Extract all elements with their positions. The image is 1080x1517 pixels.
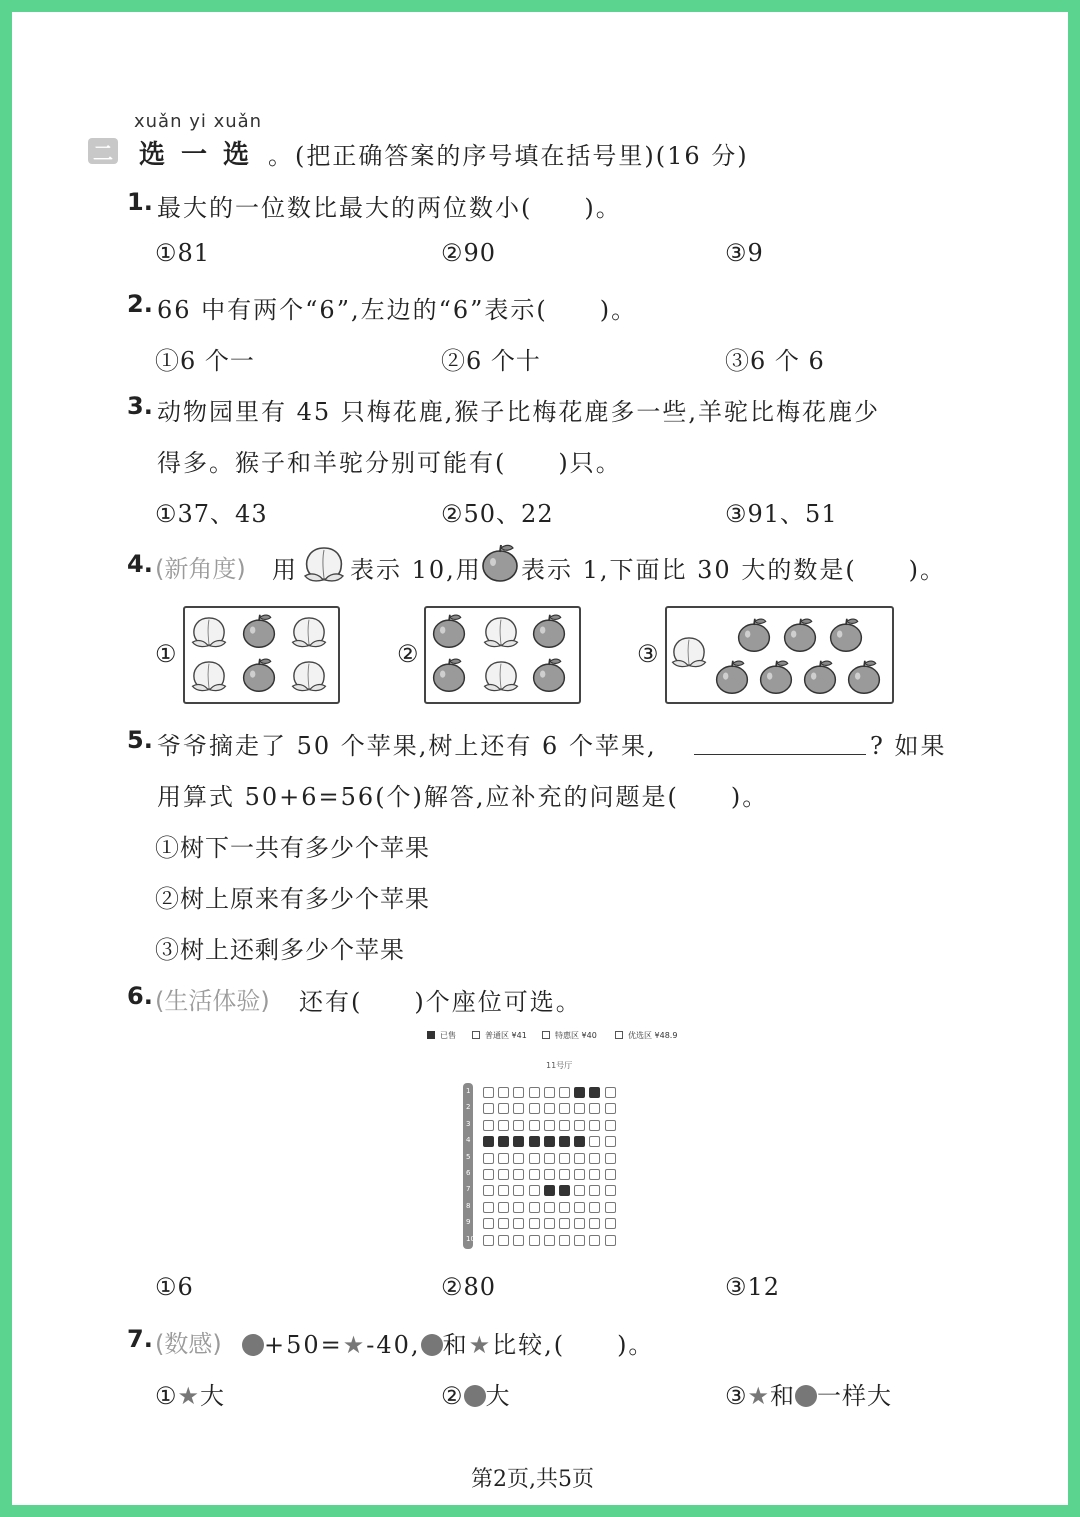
question-number: 1. (127, 188, 153, 216)
question-text-part3: 表示 1,下面比 30 大的数是( )。 (521, 556, 947, 584)
seat-available[interactable] (529, 1218, 540, 1229)
seat-available[interactable] (544, 1218, 555, 1229)
option-1: ①81 (155, 239, 211, 267)
seat-available[interactable] (559, 1153, 570, 1164)
option-suffix: 一样大 (817, 1382, 893, 1410)
seat-available[interactable] (529, 1153, 540, 1164)
option-2: ②50、22 (441, 500, 554, 528)
section-badge: 二 (88, 138, 118, 164)
apple-icon (827, 616, 865, 658)
legend-premium: 优选区 ¥48.9 (628, 1031, 678, 1040)
seat-available[interactable] (529, 1103, 540, 1114)
seat-available[interactable] (483, 1087, 494, 1098)
option-mid: 和 (770, 1382, 796, 1410)
seat-available[interactable] (513, 1169, 524, 1180)
seat-available[interactable] (513, 1087, 524, 1098)
peach-icon (301, 542, 347, 584)
seat-available[interactable] (589, 1235, 600, 1246)
seat-available[interactable] (589, 1136, 600, 1147)
star-icon: ★ (747, 1382, 771, 1410)
seat-available[interactable] (559, 1087, 570, 1098)
row-number: 7 (466, 1185, 471, 1194)
option-3 (725, 1376, 892, 1411)
equation-part2: -40, (366, 1331, 421, 1359)
row-number: 2 (466, 1103, 471, 1112)
seat-available[interactable] (498, 1218, 509, 1229)
apple-icon (530, 656, 568, 698)
seat-sold (513, 1136, 524, 1147)
option-label-3: ③ (637, 640, 660, 668)
seat-available[interactable] (483, 1218, 494, 1229)
seat-available[interactable] (483, 1185, 494, 1196)
seat-sold (559, 1136, 570, 1147)
question-text-line1: 爷爷摘走了 50 个苹果,树上还有 6 个苹果, (157, 732, 657, 760)
option-3: ③12 (725, 1273, 781, 1301)
seat-available[interactable] (544, 1235, 555, 1246)
row-number: 8 (466, 1201, 471, 1210)
worksheet-page (12, 12, 1068, 1505)
option-prefix: ③ (725, 1382, 748, 1410)
question-number: 3. (127, 392, 153, 420)
peach-icon (289, 656, 329, 698)
option-3: ③9 (725, 239, 764, 267)
question-text: 66 中有两个“6”,左边的“6”表示( )。 (157, 296, 638, 324)
circle-icon (464, 1385, 486, 1407)
apple-icon (713, 658, 751, 700)
seat-available[interactable] (483, 1235, 494, 1246)
star-icon: ★ (177, 1382, 201, 1410)
seat-available[interactable] (589, 1120, 600, 1131)
page-footer: 第2页,共5页 (471, 1467, 594, 1492)
question-number: 4. (127, 550, 153, 578)
legend-premium-swatch (615, 1031, 623, 1039)
row-number: 4 (466, 1136, 471, 1145)
section-period: 。 (268, 142, 294, 170)
option-3: ③6 个 6 (725, 347, 825, 375)
seat-available[interactable] (559, 1235, 570, 1246)
option-suffix: 大 (485, 1382, 511, 1410)
seat-available[interactable] (513, 1103, 524, 1114)
seat-available[interactable] (498, 1153, 509, 1164)
option-1: ①6 (155, 1273, 194, 1301)
seat-available[interactable] (574, 1103, 585, 1114)
seat-available[interactable] (605, 1087, 616, 1098)
seat-available[interactable] (498, 1185, 509, 1196)
answer-blank-line[interactable] (694, 730, 866, 755)
equation-part1: +50= (264, 1331, 343, 1359)
seat-available[interactable] (544, 1169, 555, 1180)
option-2: ②80 (441, 1273, 497, 1301)
seat-available[interactable] (589, 1103, 600, 1114)
seat-available[interactable] (513, 1202, 524, 1213)
option-3-picture (665, 606, 894, 704)
peach-icon (189, 612, 229, 654)
seat-sold (544, 1185, 555, 1196)
section-instruction: (把正确答案的序号填在括号里)(16 分) (295, 142, 749, 170)
option-label-1: ① (155, 640, 178, 668)
equation-part4: 比较,( )。 (492, 1331, 655, 1359)
apple-icon (480, 542, 520, 584)
seat-available[interactable] (605, 1136, 616, 1147)
seat-available[interactable] (574, 1120, 585, 1131)
seat-sold (544, 1136, 555, 1147)
seat-available[interactable] (574, 1202, 585, 1213)
seat-available[interactable] (513, 1235, 524, 1246)
seat-available[interactable] (589, 1169, 600, 1180)
circle-icon (421, 1334, 443, 1356)
option-1: ①6 个一 (155, 347, 255, 375)
option-2: ②树上原来有多少个苹果 (155, 885, 430, 913)
option-2-picture (424, 606, 581, 704)
seat-available[interactable] (513, 1153, 524, 1164)
legend-sold-swatch (427, 1031, 435, 1039)
seat-available[interactable] (529, 1087, 540, 1098)
seat-available[interactable] (498, 1103, 509, 1114)
apple-icon (530, 612, 568, 654)
question-tag: (数感) (155, 1330, 222, 1358)
apple-icon (801, 658, 839, 700)
seat-available[interactable] (529, 1185, 540, 1196)
seat-sold (589, 1087, 600, 1098)
apple-icon (757, 658, 795, 700)
seat-available[interactable] (544, 1103, 555, 1114)
legend-discount-swatch (542, 1031, 550, 1039)
seat-available[interactable] (483, 1153, 494, 1164)
seat-available[interactable] (559, 1103, 570, 1114)
seat-available[interactable] (544, 1153, 555, 1164)
question-number: 6. (127, 982, 153, 1010)
row-number: 9 (466, 1218, 471, 1227)
seat-sold (559, 1185, 570, 1196)
seat-available[interactable] (544, 1087, 555, 1098)
peach-icon (189, 656, 229, 698)
seat-available[interactable] (605, 1202, 616, 1213)
option-prefix: ② (441, 1382, 464, 1410)
row-number: 10 (466, 1234, 475, 1243)
option-prefix: ① (155, 1382, 178, 1410)
hall-name: 11号厅 (546, 1061, 573, 1070)
question-text-part1: 用 (272, 556, 298, 584)
apple-icon (781, 616, 819, 658)
section-pinyin: xuǎn yi xuǎn (134, 111, 263, 132)
seat-available[interactable] (498, 1120, 509, 1131)
seat-sold (529, 1136, 540, 1147)
seat-available[interactable] (529, 1235, 540, 1246)
equation (242, 1325, 654, 1360)
option-1 (155, 1376, 225, 1411)
seat-available[interactable] (498, 1202, 509, 1213)
seat-available[interactable] (498, 1087, 509, 1098)
question-tag: (新角度) (155, 555, 246, 583)
legend-regular: 普通区 ¥41 (485, 1031, 527, 1040)
seat-available[interactable] (574, 1235, 585, 1246)
option-1-picture (183, 606, 340, 704)
row-number: 5 (466, 1152, 471, 1161)
circle-icon (242, 1334, 264, 1356)
seat-available[interactable] (559, 1169, 570, 1180)
question-text-line2: 得多。猴子和羊驼分别可能有( )只。 (157, 449, 622, 477)
seat-available[interactable] (589, 1218, 600, 1229)
question-number: 2. (127, 290, 153, 318)
seat-available[interactable] (574, 1169, 585, 1180)
legend-sold: 已售 (440, 1031, 456, 1040)
section-title: 选一选 (139, 140, 266, 170)
peach-icon (481, 612, 521, 654)
question-text-line1-end: ? 如果 (870, 732, 947, 760)
apple-icon (240, 656, 278, 698)
option-3: ③树上还剩多少个苹果 (155, 936, 405, 964)
seat-available[interactable] (483, 1103, 494, 1114)
seat-available[interactable] (574, 1218, 585, 1229)
seat-available[interactable] (483, 1120, 494, 1131)
seat-available[interactable] (513, 1120, 524, 1131)
circle-icon (795, 1385, 817, 1407)
option-label-2: ② (397, 640, 420, 668)
option-2: ②6 个十 (441, 347, 541, 375)
question-text: 最大的一位数比最大的两位数小( )。 (157, 194, 622, 222)
seat-sold (574, 1087, 585, 1098)
apple-icon (735, 616, 773, 658)
peach-icon (289, 612, 329, 654)
seat-available[interactable] (574, 1185, 585, 1196)
question-text-part2: 表示 10,用 (350, 556, 482, 584)
seat-available[interactable] (529, 1120, 540, 1131)
option-suffix: 大 (200, 1382, 226, 1410)
peach-icon (481, 656, 521, 698)
row-number: 1 (466, 1087, 471, 1095)
seat-available[interactable] (605, 1235, 616, 1246)
seat-available[interactable] (605, 1185, 616, 1196)
seat-available[interactable] (605, 1103, 616, 1114)
question-number: 5. (127, 726, 153, 754)
seat-available[interactable] (605, 1169, 616, 1180)
seat-available[interactable] (559, 1202, 570, 1213)
question-text-line1: 动物园里有 45 只梅花鹿,猴子比梅花鹿多一些,羊驼比梅花鹿少 (157, 398, 881, 426)
seat-available[interactable] (529, 1169, 540, 1180)
legend-discount: 特惠区 ¥40 (555, 1031, 597, 1040)
seat-available[interactable] (483, 1169, 494, 1180)
seat-available[interactable] (483, 1202, 494, 1213)
question-text-line2: 用算式 50+6=56(个)解答,应补充的问题是( )。 (157, 783, 769, 811)
seat-available[interactable] (589, 1185, 600, 1196)
seat-available[interactable] (544, 1120, 555, 1131)
option-1: ①37、43 (155, 500, 268, 528)
seat-available[interactable] (513, 1218, 524, 1229)
seat-available[interactable] (529, 1202, 540, 1213)
option-2 (441, 1376, 511, 1411)
apple-icon (430, 656, 468, 698)
seat-available[interactable] (513, 1185, 524, 1196)
question-text: 还有( )个座位可选。 (299, 988, 582, 1016)
seat-available[interactable] (559, 1120, 570, 1131)
seat-available[interactable] (498, 1235, 509, 1246)
seat-available[interactable] (498, 1169, 509, 1180)
seat-available[interactable] (605, 1120, 616, 1131)
apple-icon (845, 658, 883, 700)
question-number: 7. (127, 1325, 153, 1353)
star-icon: ★ (468, 1331, 493, 1359)
apple-icon (240, 612, 278, 654)
seat-available[interactable] (605, 1153, 616, 1164)
seat-available[interactable] (544, 1202, 555, 1213)
seat-available[interactable] (589, 1202, 600, 1213)
option-3: ③91、51 (725, 500, 838, 528)
star-icon: ★ (342, 1331, 367, 1359)
seat-available[interactable] (589, 1153, 600, 1164)
seat-available[interactable] (605, 1218, 616, 1229)
row-number: 6 (466, 1169, 471, 1177)
row-number: 3 (466, 1119, 471, 1128)
option-1: ①树下一共有多少个苹果 (155, 834, 430, 862)
legend-regular-swatch (472, 1031, 480, 1039)
peach-icon (669, 632, 709, 674)
seat-available[interactable] (559, 1218, 570, 1229)
seat-sold (498, 1136, 509, 1147)
seat-sold (574, 1136, 585, 1147)
option-2: ②90 (441, 239, 497, 267)
apple-icon (430, 612, 468, 654)
question-tag: (生活体验) (155, 987, 270, 1015)
seat-available[interactable] (574, 1153, 585, 1164)
equation-part3: 和 (442, 1331, 469, 1359)
seat-sold (483, 1136, 494, 1147)
